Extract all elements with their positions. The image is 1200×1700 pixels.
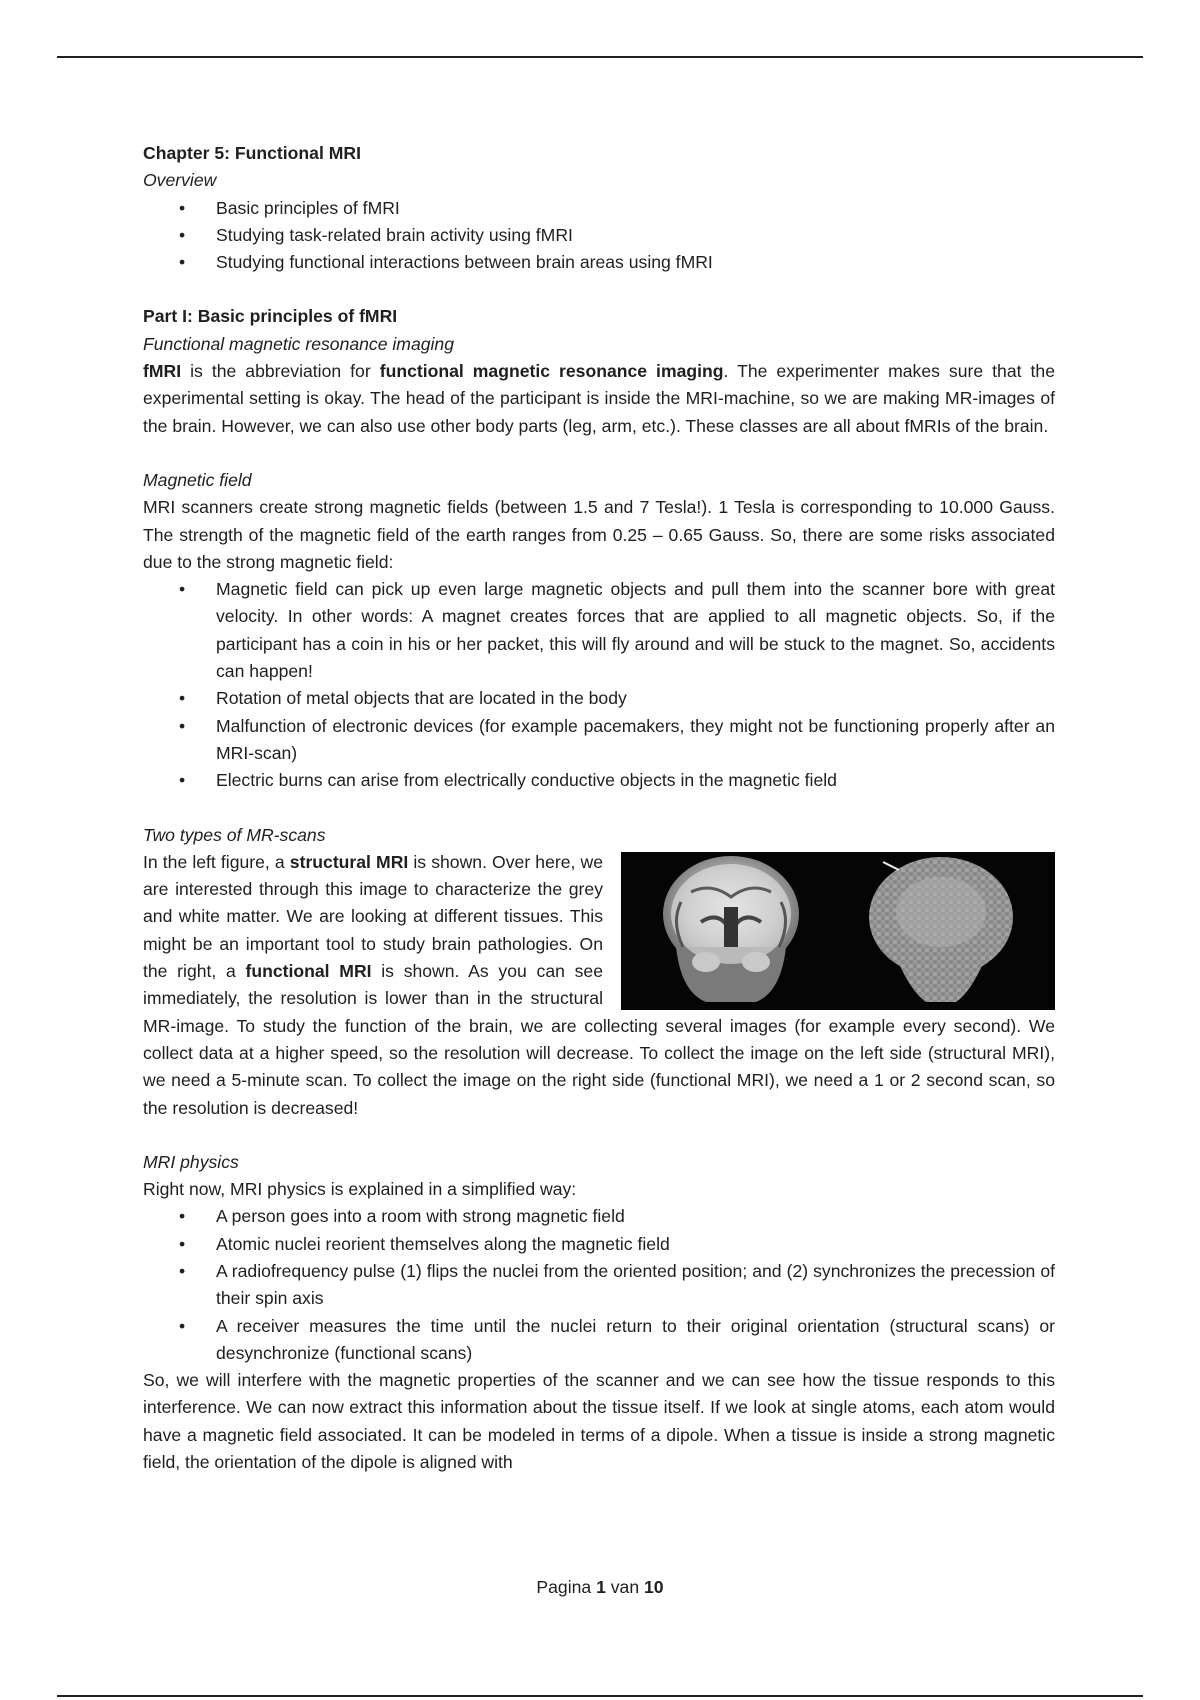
physics-list — [143, 1203, 1055, 1367]
bullet-icon: • — [179, 224, 186, 245]
list-item-text: Studying functional interactions between brain areas using fMRI — [216, 252, 713, 273]
bullet-icon: • — [179, 1315, 186, 1336]
overview-list — [143, 195, 1055, 277]
list-item — [143, 1313, 1055, 1368]
list-item-text: Rotation of metal objects that are located in the body — [216, 688, 627, 709]
list-item — [143, 1231, 1055, 1258]
part-heading: Part I: Basic principles of fMRI — [143, 306, 398, 327]
overview-heading: Overview — [143, 170, 217, 191]
bullet-icon: • — [179, 715, 186, 736]
bullet-icon: • — [179, 252, 186, 273]
bold-term: structural MRI — [289, 851, 409, 872]
physics-intro: Right now, MRI physics is explained in a simplified way: — [143, 1179, 577, 1200]
bullet-icon: • — [179, 1233, 186, 1254]
section-subheading: Two types of MR-scans — [143, 824, 326, 845]
section-subheading: Magnetic field — [143, 469, 252, 490]
list-item — [143, 195, 1055, 222]
page-number: 1 — [596, 1577, 606, 1597]
bullet-icon: • — [179, 579, 186, 600]
bold-term: functional MRI — [245, 961, 372, 982]
bold-term: functional magnetic resonance imaging — [379, 361, 724, 382]
header-rule — [57, 56, 1143, 58]
list-item-text: Basic principles of fMRI — [216, 197, 400, 218]
magnetic-field-paragraph: MRI scanners create strong magnetic fields (between 1.5 and 7 Tesla!). 1 Tesla is corresponding to 10.000 Gauss. The strength of the magnetic field of the earth ranges from 0.25 – 0.65 Gauss. So, there are some risks associated due to the strong magnetic field: — [143, 497, 1055, 572]
list-item — [143, 249, 1055, 276]
list-item-text: Malfunction of electronic devices (for example pacemakers, they might not be functioning properly after an MRI-scan) — [216, 715, 1055, 763]
functional-mri-image — [869, 857, 1013, 1002]
bullet-icon: • — [179, 688, 186, 709]
mri-comparison-figure — [621, 852, 1055, 1010]
list-item-text: Magnetic field can pick up even large magnetic objects and pull them into the scanner bore with great velocity. In other words: A magnet creates forces that are applied to all magnetic objects. So, if the participant has a coin in his or her packet, this will fly around and will be stuck to the magnet. So, accidents can happen! — [216, 579, 1055, 682]
list-item — [143, 222, 1055, 249]
section-subheading: Functional magnetic resonance imaging — [143, 333, 455, 354]
footer-rule — [57, 1695, 1143, 1697]
list-item-text: Electric burns can arise from electrically conductive objects in the magnetic field — [216, 770, 837, 791]
list-item — [143, 685, 1055, 712]
page-content — [143, 140, 1055, 1476]
page-total: 10 — [644, 1577, 664, 1597]
section-subheading: MRI physics — [143, 1151, 239, 1172]
list-item-text: A receiver measures the time until the nuclei return to their original orientation (structural scans) or desynchronize (functional scans) — [216, 1315, 1055, 1363]
list-item — [143, 713, 1055, 768]
risk-list — [143, 576, 1055, 794]
list-item-text: A person goes into a room with strong magnetic field — [216, 1206, 625, 1227]
bold-term: fMRI — [143, 361, 182, 382]
bullet-icon: • — [179, 770, 186, 791]
list-item-text: A radiofrequency pulse (1) flips the nuclei from the oriented position; and (2) synchronizes the precession of their spin axis — [216, 1260, 1055, 1309]
list-item — [143, 1258, 1055, 1313]
structural-mri-image — [663, 856, 799, 1002]
bullet-icon: • — [179, 1260, 186, 1281]
bullet-icon: • — [179, 197, 186, 218]
page-footer: Pagina 1 van 10 — [536, 1577, 664, 1597]
list-item — [143, 576, 1055, 685]
list-item — [143, 767, 1055, 794]
list-item-text: Studying task-related brain activity using fMRI — [216, 224, 573, 245]
scan-types-paragraph: In the left figure, a structural MRI is shown. Over here, we are interested through this image to characterize the grey and white matter. We are looking at different tissues. This might be an important tool to study brain pathologies. On the right, a functional MRI is shown. As you can see immediately, the resolution is lower than in the structural MR-image. To study the function of the brain, we are collecting several images (for example every second). We collect data at a higher speed, so the resolution will decrease. To collect the image on the left side (structural MRI), we need a 5-minute scan. To collect the image on the right side (functional MRI), we need a 1 or 2 second scan, so the resolution is decreased! — [143, 851, 1055, 1118]
mri-scans-image — [621, 852, 1055, 1010]
physics-paragraph: So, we will interfere with the magnetic properties of the scanner and we can see how the tissue responds to this interference. We can now extract this information about the tissue itself. If we look at single atoms, each atom would have a magnetic field associated. It can be modeled in terms of a dipole. When a tissue is inside a strong magnetic field, the orientation of the dipole is aligned with — [143, 1370, 1055, 1473]
list-item — [143, 1203, 1055, 1230]
list-item-text: Atomic nuclei reorient themselves along the magnetic field — [216, 1233, 670, 1254]
bullet-icon: • — [179, 1206, 186, 1227]
chapter-title: Chapter 5: Functional MRI — [143, 143, 361, 163]
fmri-paragraph: fMRI is the abbreviation for functional magnetic resonance imaging. The experimenter makes sure that the experimental setting is okay. The head of the participant is inside the MRI-machine, so we are making MR-images of the brain. However, we can also use other body parts (leg, arm, etc.). These classes are all about fMRIs of the brain. — [143, 361, 1055, 436]
